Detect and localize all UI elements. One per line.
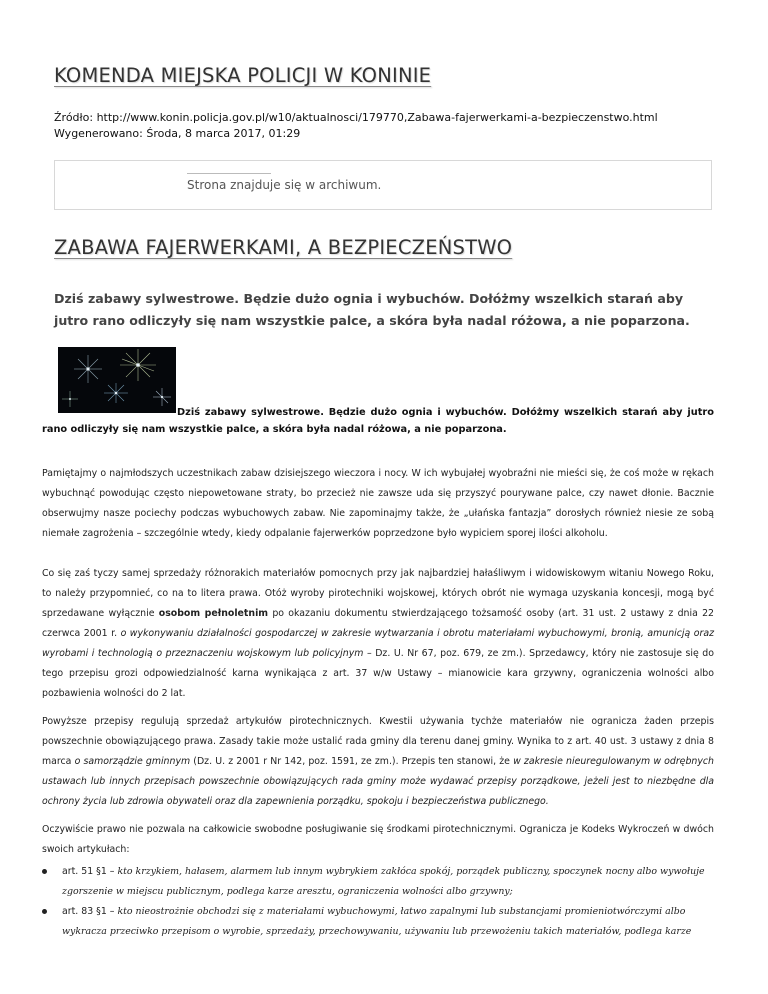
archive-notice: Strona znajduje się w archiwum. (187, 178, 382, 192)
p3-quote: w zakresie nieuregulowanym w odrębnych ustawach lub innych przepisach powszechnie obowiązujących rada gminy może wydawać przepisy porządkowe, jeżeli jest to niezbędne dla ochrony życia lub zdrowia obywateli oraz dla zapewnienia porządku, spokoju i bezpieczeństwa publicznego. (42, 756, 714, 807)
list-item (42, 902, 714, 942)
list-item (42, 862, 714, 902)
photo-caption-text: Dziś zabawy sylwestrowe. Będzie dużo ognia i wybuchów. Dołóżmy wszelkich starań aby jutro rano odliczyły się nam wszystkie palce, a skóra była nadal różowa, a nie poparzona. (42, 407, 714, 435)
law-text: kto nieostrożnie obchodzi się z materiałami wybuchowymi, łatwo zapalnymi lub substancjami promieniotwórczymi albo wykracza przeciwko przepisom o wyrobie, sprzedaży, przechowywaniu, używaniu lub przewożeniu takich materiałów, podlega karze (62, 906, 692, 937)
p3-act-title: o samorządzie gminnym (74, 756, 191, 767)
paragraph-4: Oczywiście prawo nie pozwala na całkowicie swobodne posługiwanie się środkami pirotechnicznymi. Ogranicza je Kodeks Wykroczeń w dwóch swoich artykułach: (42, 824, 714, 855)
archive-divider (187, 173, 271, 174)
generated-line: Wygenerowano: Środa, 8 marca 2017, 01:29 (54, 127, 301, 140)
paragraph-3 (42, 712, 714, 812)
law-ref: art. 83 §1 – (62, 906, 118, 917)
article-lead: Dziś zabawy sylwestrowe. Będzie dużo ognia i wybuchów. Dołóżmy wszelkich starań aby jutro rano odliczyły się nam wszystkie palce, a skóra była nadal różowa, a nie poparzona. (54, 291, 690, 328)
source-line: Źródło: http://www.konin.policja.gov.pl/w10/aktualnosci/179770,Zabawa-fajerwerkami-a-bezpieczenstwo.html (54, 111, 658, 124)
p3-text-c: (Dz. U. z 2001 r Nr 142, poz. 1591, ze zm.). Przepis ten stanowi, że (190, 756, 514, 767)
law-list (42, 862, 714, 942)
p3-text-a: Powyższe przepisy regulują sprzedaż artykułów pirotechnicznych. Kwestii używania tychże materiałów nie ogranicza żaden przepis powszechnie obowiązującego prawa. Zasady takie może ustalić rada gminy dla terenu danej gminy. Wynika to z art. 40 ust. 3 ustawy z dnia 8 marca (42, 716, 714, 767)
p2-act-title: o wykonywaniu działalności gospodarczej w zakresie wytwarzania i obrotu materiałami wybuchowymi, bronią, amunicją oraz wyrobami i technologią o przeznaczeniu wojskowym lub policyjnym (42, 628, 714, 659)
photo-caption (42, 404, 714, 438)
meta-info (54, 110, 658, 142)
p2-bold: osobom pełnoletnim (158, 608, 269, 619)
article-title: ZABAWA FAJERWERKAMI, A BEZPIECZEŃSTWO (54, 236, 513, 259)
paragraph-2 (42, 564, 714, 704)
p2-text-c: po okazaniu dokumentu stwierdzającego tożsamość osoby (art. 31 ust. 2 ustawy z dnia 22 czerwca 2001 r. (42, 608, 715, 639)
p2-text-a: Co się zaś tyczy samej sprzedaży różnorakich materiałów pomocnych przy jak najbardziej hałaśliwym i widowiskowym witaniu Nowego Roku, to należy przypomnieć, co na to litera prawa. Otóż wyroby pirotechniki wojskowej, których obrót nie wymaga uzyskania koncesji, mogą być sprzedawane wyłącznie (42, 568, 714, 619)
p2-text-e: – Dz. U. Nr 67, poz. 679, ze zm.). Sprzedawcy, który nie zastosuje się do tego przepisu grozi odpowiedzialność karna wynikająca z art. 37 w/w Ustawy – mianowicie kara grzywny, ograniczenia wolności albo pozbawienia wolności do 2 lat. (42, 648, 714, 699)
archive-notice-box (54, 160, 712, 210)
law-ref: art. 51 §1 – (62, 866, 118, 877)
site-title: KOMENDA MIEJSKA POLICJI W KONINIE (54, 64, 432, 87)
paragraph-1: Pamiętajmy o najmłodszych uczestnikach zabaw dzisiejszego wieczora i nocy. W ich wybujałej wyobraźni nie mieści się, że coś może w rękach wybuchnąć powodując często niepowetowane straty, bo przecież nie zawsze uda się przyszyć pourywane palce, czy nawet dłonie. Bacznie obserwujmy nasze pociechy podczas wybuchowych zabaw. Nie zapominajmy także, że „ułańska fantazja” dorosłych również niesie ze sobą niemałe zagrożenia – szczególnie wtedy, kiedy odpalanie fajerwerków poprzedzone było wypiciem sporej ilości alkoholu. (42, 468, 714, 539)
law-text: kto krzykiem, hałasem, alarmem lub innym wybrykiem zakłóca spokój, porządek publiczny, spoczynek nocny albo wywołuje zgorszenie w miejscu publicznym, podlega karze aresztu, ograniczenia wolności albo grzywny; (62, 866, 705, 897)
